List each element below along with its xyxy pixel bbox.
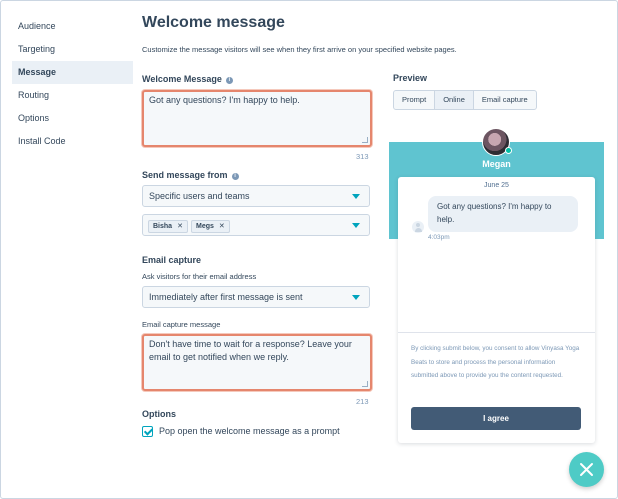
prompt-checkbox-label[interactable]: Pop open the welcome message as a prompt xyxy=(159,426,340,436)
info-icon[interactable]: i xyxy=(226,77,233,84)
sidebar-item-message[interactable]: Message xyxy=(12,61,133,84)
sidebar-item-targeting[interactable]: Targeting xyxy=(18,44,56,54)
info-icon[interactable]: i xyxy=(232,173,239,180)
send-from-select[interactable] xyxy=(142,185,370,207)
page-title: Welcome message xyxy=(142,14,285,31)
user-tag-megs xyxy=(191,220,230,233)
email-capture-message-label: Email capture message xyxy=(142,320,221,329)
chat-message-bubble: Got any questions? I'm happy to help. xyxy=(428,196,578,232)
preview-label: Preview xyxy=(393,73,428,83)
caret-down-icon xyxy=(352,295,360,300)
consent-text: By clicking submit below, you consent to allow Vinyasa Yoga Beats to store and process the personal information submitted above to provide you the content requested. xyxy=(411,345,580,379)
welcome-message-counter: 313 xyxy=(356,152,369,161)
close-icon[interactable]: ✕ xyxy=(177,223,183,230)
welcome-message-label xyxy=(142,74,233,84)
send-from-label xyxy=(142,170,239,180)
user-tag-label: Bisha xyxy=(153,223,173,230)
welcome-message-label-text: Welcome Message xyxy=(142,74,222,84)
page-description: Customize the message visitors will see when they first arrive on your specified website pages. xyxy=(142,45,457,54)
close-icon xyxy=(579,462,594,477)
resize-handle-icon[interactable] xyxy=(362,137,368,143)
tab-prompt[interactable]: Prompt xyxy=(394,91,435,109)
welcome-message-textarea[interactable] xyxy=(142,90,372,147)
users-multiselect[interactable] xyxy=(142,214,370,236)
user-avatar-icon xyxy=(412,221,424,233)
send-from-selected-value: Specific users and teams xyxy=(149,191,250,201)
email-capture-timing-value: Immediately after first message is sent xyxy=(149,292,303,302)
sidebar-item-routing[interactable]: Routing xyxy=(18,90,50,100)
email-capture-message-text: Don't have time to wait for a response? Leave your email to get notified when we reply. xyxy=(149,339,352,362)
user-tag-label: Megs xyxy=(196,223,214,230)
agent-name: Megan xyxy=(482,159,511,169)
ask-email-label: Ask visitors for their email address xyxy=(142,272,257,281)
sidebar-item-audience[interactable]: Audience xyxy=(18,21,56,31)
sidebar-item-install-code[interactable]: Install Code xyxy=(18,136,66,146)
caret-down-icon xyxy=(352,223,360,228)
email-capture-timing-select[interactable] xyxy=(142,286,370,308)
online-status-icon xyxy=(505,147,512,154)
caret-down-icon xyxy=(352,194,360,199)
user-tag-bisha xyxy=(148,220,188,233)
chat-timestamp: 4:03pm xyxy=(428,234,450,241)
chat-launcher-button[interactable] xyxy=(569,452,604,487)
prompt-checkbox[interactable] xyxy=(142,426,153,437)
tab-email-capture[interactable]: Email capture xyxy=(481,95,528,104)
email-capture-counter: 213 xyxy=(356,397,369,406)
chat-date: June 25 xyxy=(484,182,509,189)
options-label: Options xyxy=(142,409,176,419)
i-agree-button[interactable]: I agree xyxy=(411,407,581,430)
send-from-label-text: Send message from xyxy=(142,170,228,180)
divider xyxy=(398,332,595,333)
email-capture-label: Email capture xyxy=(142,255,202,265)
email-capture-message-textarea[interactable] xyxy=(142,334,372,391)
close-icon[interactable]: ✕ xyxy=(218,223,225,230)
preview-tabs xyxy=(393,90,537,110)
settings-sidebar xyxy=(0,0,133,499)
welcome-message-text: Got any questions? I'm happy to help. xyxy=(149,95,300,105)
sidebar-item-options[interactable]: Options xyxy=(18,113,50,123)
tab-online[interactable]: Online xyxy=(435,91,474,109)
resize-handle-icon[interactable] xyxy=(362,381,368,387)
